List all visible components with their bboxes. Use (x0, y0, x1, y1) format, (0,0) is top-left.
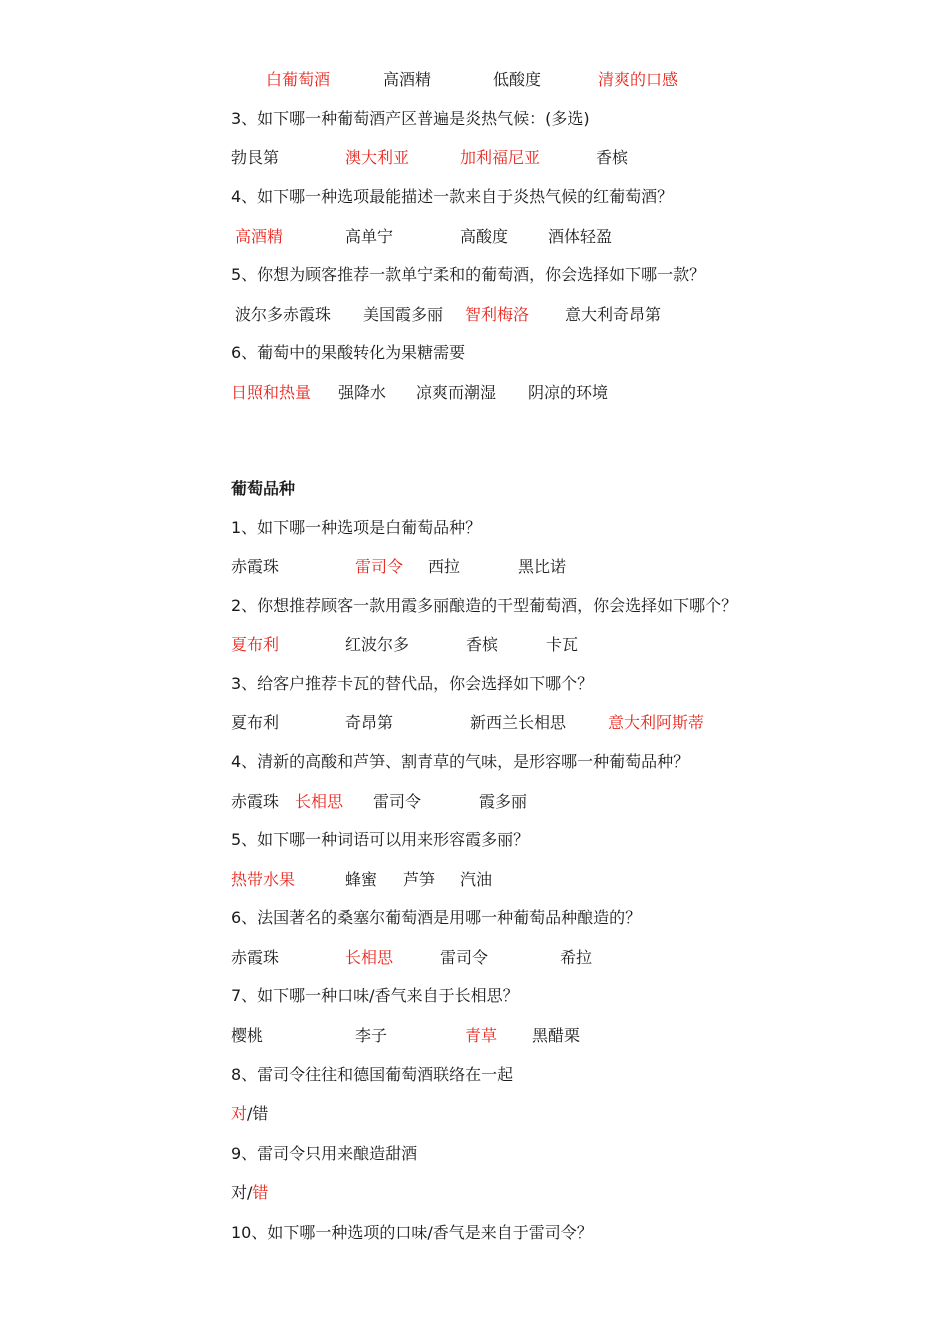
q1-option-2: 雷司令 (355, 557, 404, 576)
q-prev-2-option-1: 白葡萄酒 (266, 70, 331, 89)
q-prev-6-option-2: 强降水 (338, 383, 387, 402)
q6-option-3: 雷司令 (440, 948, 489, 967)
q8-answer-true: 对 (231, 1104, 248, 1123)
q-prev-6-text: 6、葡萄中的果酸转化为果糖需要 (231, 343, 466, 362)
q4-option-4: 霞多丽 (479, 792, 528, 811)
q6-option-4: 希拉 (560, 948, 593, 967)
q-prev-2-option-2: 高酒精 (383, 70, 432, 89)
q5-option-2: 蜂蜜 (345, 870, 378, 889)
q-prev-3-text: 3、如下哪一种葡萄酒产区普遍是炎热气候：(多选) (231, 109, 590, 128)
q-prev-5-option-4: 意大利奇昂第 (565, 305, 662, 324)
q2-option-3: 香槟 (466, 635, 499, 654)
q-prev-3-option-4: 香槟 (596, 148, 629, 167)
q2-option-4: 卡瓦 (546, 635, 579, 654)
q6-text: 6、法国著名的桑塞尔葡萄酒是用哪一种葡萄品种酿造的？ (231, 908, 642, 927)
q5-text: 5、如下哪一种词语可以用来形容霞多丽？ (231, 830, 530, 849)
q1-option-3: 西拉 (428, 557, 461, 576)
q-prev-3-option-1: 勃艮第 (231, 148, 280, 167)
q-prev-2-option-3: 低酸度 (493, 70, 542, 89)
q4-text: 4、清新的高酸和芦笋、割青草的气味，是形容哪一种葡萄品种？ (231, 752, 690, 771)
q2-option-2: 红波尔多 (345, 635, 410, 654)
q7-option-1: 樱桃 (231, 1026, 264, 1045)
q-prev-6-option-1: 日照和热量 (231, 383, 312, 402)
q-prev-5-option-2: 美国霞多丽 (363, 305, 444, 324)
q-prev-4-option-3: 高酸度 (460, 227, 509, 246)
q3-option-4: 意大利阿斯蒂 (608, 713, 705, 732)
q7-option-3: 青草 (465, 1026, 498, 1045)
q10-text: 10、如下哪一种选项的口味/香气是来自于雷司令？ (231, 1223, 593, 1242)
q-prev-5-text: 5、你想为顾客推荐一款单宁柔和的葡萄酒，你会选择如下哪一款？ (231, 265, 706, 284)
q8-answer (231, 1104, 268, 1124)
q-prev-4-option-2: 高单宁 (345, 227, 394, 246)
q8-answer-false: /错 (247, 1104, 269, 1123)
q4-option-1: 赤霞珠 (231, 792, 280, 811)
q4-option-3: 雷司令 (373, 792, 422, 811)
q-prev-2-option-4: 清爽的口感 (598, 70, 679, 89)
q7-option-2: 李子 (355, 1026, 388, 1045)
q9-answer-true: 对/ (231, 1183, 253, 1202)
q2-option-1: 夏布利 (231, 635, 280, 654)
q8-text: 8、雷司令往往和德国葡萄酒联络在一起 (231, 1065, 514, 1084)
q9-answer (231, 1183, 268, 1203)
q5-option-1: 热带水果 (231, 870, 296, 889)
q-prev-4-text: 4、如下哪一种选项最能描述一款来自于炎热气候的红葡萄酒？ (231, 187, 674, 206)
section-title: 葡萄品种 (231, 479, 296, 498)
q3-option-2: 奇昂第 (345, 713, 394, 732)
q7-text: 7、如下哪一种口味/香气来自于长相思？ (231, 986, 519, 1005)
q-prev-3-option-2: 澳大利亚 (345, 148, 410, 167)
q1-option-4: 黑比诺 (518, 557, 567, 576)
q-prev-4-option-4: 酒体轻盈 (548, 227, 613, 246)
q1-option-1: 赤霞珠 (231, 557, 280, 576)
q6-option-2: 长相思 (345, 948, 394, 967)
q4-option-2: 长相思 (295, 792, 344, 811)
q-prev-3-option-3: 加利福尼亚 (460, 148, 541, 167)
q3-option-3: 新西兰长相思 (470, 713, 567, 732)
q-prev-6-option-3: 凉爽而潮湿 (416, 383, 497, 402)
q3-text: 3、给客户推荐卡瓦的替代品，你会选择如下哪个？ (231, 674, 594, 693)
q-prev-6-option-4: 阴凉的环境 (528, 383, 609, 402)
q9-text: 9、雷司令只用来酿造甜酒 (231, 1144, 418, 1163)
q5-option-3: 芦笋 (403, 870, 436, 889)
q9-answer-false: 错 (252, 1183, 269, 1202)
q-prev-5-option-3: 智利梅洛 (465, 305, 530, 324)
q-prev-5-option-1: 波尔多赤霞珠 (235, 305, 332, 324)
q-prev-4-option-1: 高酒精 (235, 227, 284, 246)
q6-option-1: 赤霞珠 (231, 948, 280, 967)
q7-option-4: 黑醋栗 (532, 1026, 581, 1045)
q3-option-1: 夏布利 (231, 713, 280, 732)
q5-option-4: 汽油 (460, 870, 493, 889)
q2-text: 2、你想推荐顾客一款用霞多丽酿造的干型葡萄酒，你会选择如下哪个？ (231, 596, 738, 615)
q1-text: 1、如下哪一种选项是白葡萄品种？ (231, 518, 482, 537)
